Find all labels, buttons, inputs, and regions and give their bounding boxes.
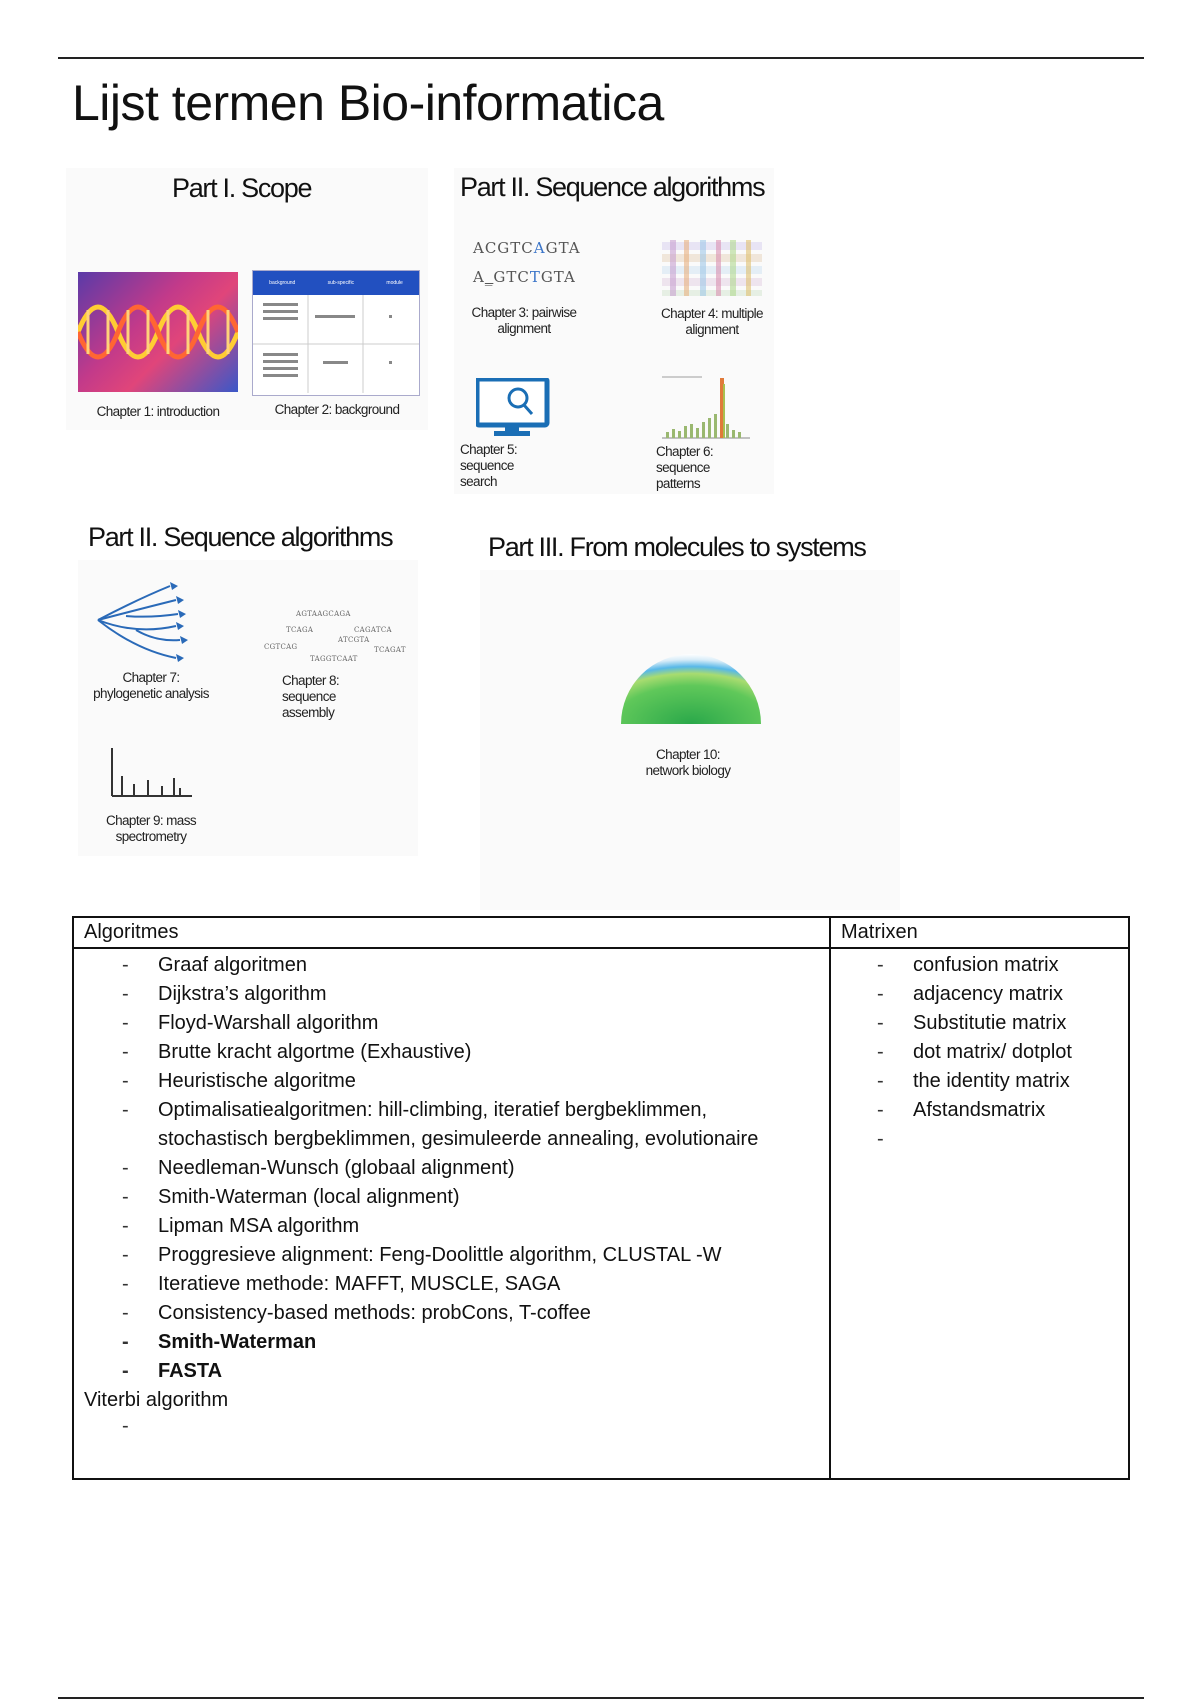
algoritmes-header: Algoritmes xyxy=(73,917,830,948)
viterbi-line: Viterbi algorithm xyxy=(84,1389,229,1411)
background-table-image: background sub-specific module xyxy=(252,270,420,396)
sequence-search-monitor-icon xyxy=(476,378,552,438)
algoritme-item: - Smith-Waterman xyxy=(74,1328,829,1357)
chapter-5-caption: Chapter 5: sequence search xyxy=(460,442,518,489)
multiple-alignment-image xyxy=(662,240,762,298)
mass-spectrometry-chart-image xyxy=(104,746,194,804)
chapter-7-caption: Chapter 7: phylogenetic analysis xyxy=(93,670,209,701)
algoritme-item: - Needleman-Wunsch (globaal alignment) xyxy=(74,1154,829,1183)
algoritmes-list xyxy=(74,951,829,1386)
chapter-1-caption: Chapter 1: introduction xyxy=(96,404,220,419)
page-title: Lijst termen Bio-informatica xyxy=(72,75,664,131)
algoritme-item: - Floyd-Warshall algorithm xyxy=(74,1009,829,1038)
algoritme-item: - Heuristische algoritme xyxy=(74,1067,829,1096)
matrixen-list xyxy=(831,951,1128,1125)
algoritme-item: - Optimalisatiealgoritmen: hill-climbing, iteratief bergbeklimmen, stochastisch bergbeklimmen, gesimuleerde annealing, evolutionaire xyxy=(74,1096,829,1154)
matrix-item: - dot matrix/ dotplot xyxy=(831,1038,1128,1067)
panel-sequence-heading: Part II. Sequence algorithms xyxy=(460,172,765,202)
panel-scope-heading: Part I. Scope xyxy=(172,173,312,203)
chapter-6-caption: Chapter 6: sequence patterns xyxy=(656,444,714,491)
dna-helix-icon xyxy=(78,272,238,392)
panel-systems-heading: Part III. From molecules to systems xyxy=(488,532,866,562)
phylogenetic-tree-icon xyxy=(96,580,196,666)
matrix-item: - adjacency matrix xyxy=(831,980,1128,1009)
bottom-rule xyxy=(58,1697,1144,1699)
algoritme-item: - Smith-Waterman (local alignment) xyxy=(74,1183,829,1212)
chapter-4-caption: Chapter 4: multiple alignment xyxy=(661,306,763,337)
matrix-item: - Substitutie matrix xyxy=(831,1009,1128,1038)
algoritme-item: - Dijkstra’s algorithm xyxy=(74,980,829,1009)
matrixen-header: Matrixen xyxy=(830,917,1129,948)
panel-sequence-2-heading: Part II. Sequence algorithms xyxy=(88,522,393,552)
matrix-item: - the identity matrix xyxy=(831,1067,1128,1096)
network-biology-image xyxy=(616,648,766,728)
empty-bullet xyxy=(74,1415,829,1444)
algoritme-item: - Lipman MSA algorithm xyxy=(74,1212,829,1241)
top-rule xyxy=(58,57,1144,59)
chapter-8-caption: Chapter 8: sequence assembly xyxy=(282,673,340,720)
chapter-10-caption: Chapter 10: network biology xyxy=(645,747,731,778)
matrixen-cell xyxy=(830,948,1129,1479)
terms-table xyxy=(72,916,1130,1480)
algoritme-item: - FASTA xyxy=(74,1357,829,1386)
matrix-item: - confusion matrix xyxy=(831,951,1128,980)
algoritme-item: - Brutte kracht algortme (Exhaustive) xyxy=(74,1038,829,1067)
algoritme-item: - Consistency-based methods: probCons, T-coffee xyxy=(74,1299,829,1328)
sequence-top: ACGTCAGTA xyxy=(473,239,581,257)
algoritmes-cell xyxy=(73,948,830,1479)
sequence-bottom: A_GTCTGTA xyxy=(473,268,576,286)
algoritme-item: - Proggresieve alignment: Feng-Doolittle algorithm, CLUSTAL -W xyxy=(74,1241,829,1270)
panel-4-bg xyxy=(480,570,900,910)
algoritme-item: - Graaf algoritmen xyxy=(74,951,829,980)
sequence-patterns-chart-image xyxy=(660,374,752,442)
dna-helix-image xyxy=(78,272,238,392)
chapter-3-caption: Chapter 3: pairwise alignment xyxy=(471,305,577,336)
chapter-9-caption: Chapter 9: mass spectrometry xyxy=(105,813,197,844)
algoritme-item: - Iteratieve methode: MAFFT, MUSCLE, SAGA xyxy=(74,1270,829,1299)
chapter-2-caption: Chapter 2: background xyxy=(274,402,400,417)
matrix-item: - Afstandsmatrix xyxy=(831,1096,1128,1125)
